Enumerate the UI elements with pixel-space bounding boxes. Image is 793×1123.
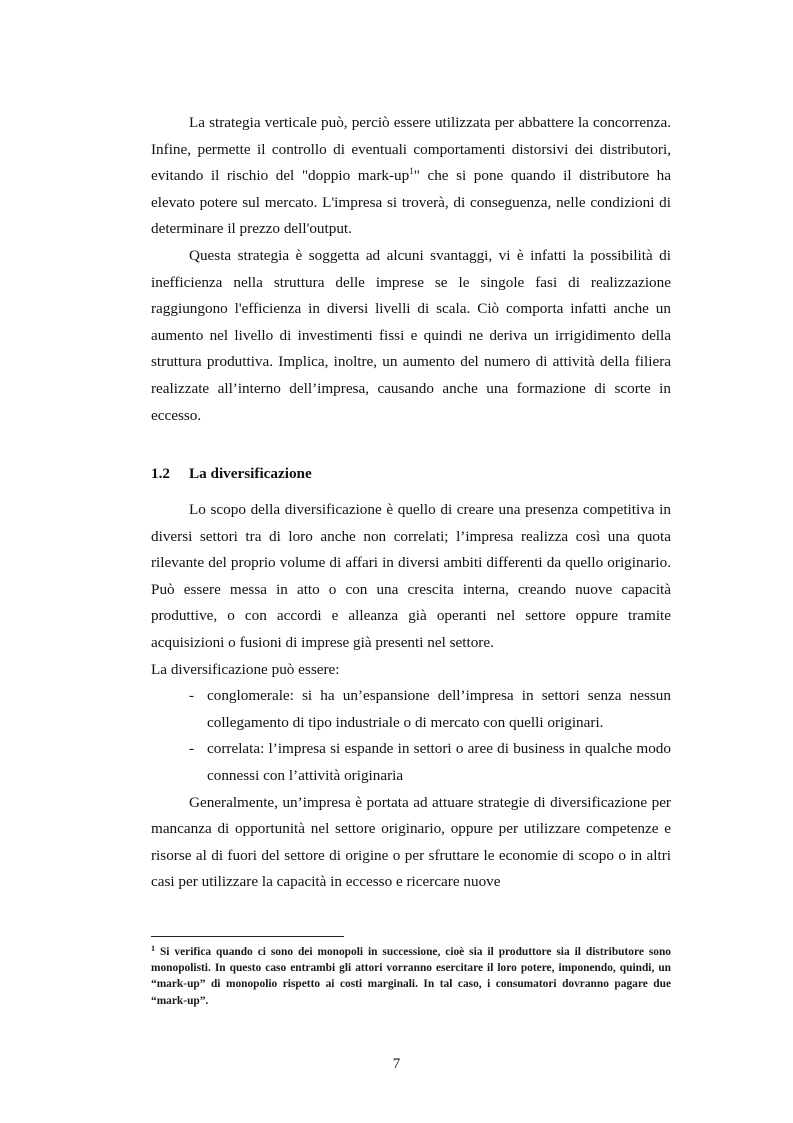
bullet-dash: - — [189, 687, 195, 705]
paragraph-list-intro: La diversificazione può essere: — [151, 660, 340, 678]
footnote-separator — [151, 936, 344, 937]
body-text-diversification — [151, 497, 671, 896]
paragraph-diversification-scope: Lo scopo della diversificazione è quello di creare una presenza competitiva in diversi settori tra di loro anche non correlati; l’impresa realizza così una quota rilevante del proprio volume di affari in diversi ambiti differenti da quello originario. Può essere messa in atto o con una crescita interna, creando nuove capacità produttive, o con accordi e alleanza già operanti nel settore oppure tramite acquisizioni o fusioni di imprese già presenti nel settore. — [151, 501, 671, 651]
section-title: La diversificazione — [189, 465, 312, 482]
bullet-dash: - — [189, 740, 195, 758]
footnote-reference[interactable]: 1 — [409, 166, 414, 177]
footnote-marker: 1 — [151, 944, 155, 953]
paragraph-motivations: Generalmente, un’impresa è portata ad attuare strategie di diversificazione per mancanza di opportunità nel settore originario, oppure per utilizzare competenze e risorse al di fuori del settore di origine o per sfruttare le economie di scopo o in altri casi per utilizzare la capacità in eccesso e ricercare nuove — [151, 793, 671, 891]
footnote-text: Si verifica quando ci sono dei monopoli in successione, cioè sia il produttore sia il distributore sono monopolisti. In questo caso entrambi gli attori vorranno esercitare il loro potere, imponendo, quindi, un “mark-up” di monopolio rispetto ai costi marginali. In tal caso, i consumatori dovranno pagare due “mark-up”. — [151, 946, 671, 1007]
list-item-text: conglomerale: si ha un’espansione dell’impresa in settori senza nessun collegamento di tipo industriale o di mercato con quelli originari. — [207, 687, 671, 731]
list-item — [151, 736, 671, 789]
footnote — [151, 944, 671, 1009]
paragraph-text: La strategia verticale può, perciò essere utilizzata per abbattere la concorrenza. Infine, permette il controllo di eventuali comportamenti distorsivi dei distributori, evitando il rischio del "doppio mark-up — [151, 114, 671, 185]
section-number: 1.2 — [151, 465, 170, 482]
list-item — [151, 683, 671, 736]
diversification-types-list — [151, 683, 671, 789]
list-item-text: correlata: l’impresa si espande in settori o aree di business in qualche modo connessi con l’attività originaria — [207, 740, 671, 784]
body-text-top — [151, 110, 671, 429]
paragraph-text: " che si pone quando il distributore ha elevato potere sul mercato. L'impresa si troverà, di conseguenza, nelle condizioni di determinare il prezzo dell'output. — [151, 167, 671, 238]
page-number: 7 — [392, 1056, 401, 1072]
paragraph-disadvantages: Questa strategia è soggetta ad alcuni svantaggi, vi è infatti la possibilità di inefficienza nella struttura delle imprese se le singole fasi di realizzazione raggiungono l'efficienza in diversi livelli di scala. Ciò comporta infatti anche un aumento nel livello di investimenti fissi e quindi ne deriva un irrigidimento della struttura produttiva. Implica, inoltre, un aumento del numero di attività della filiera realizzate all’interno dell’impresa, causando anche una formazione di scorte in eccesso. — [151, 246, 671, 424]
paragraph-vertical-strategy — [151, 110, 671, 243]
section-heading — [151, 462, 312, 486]
